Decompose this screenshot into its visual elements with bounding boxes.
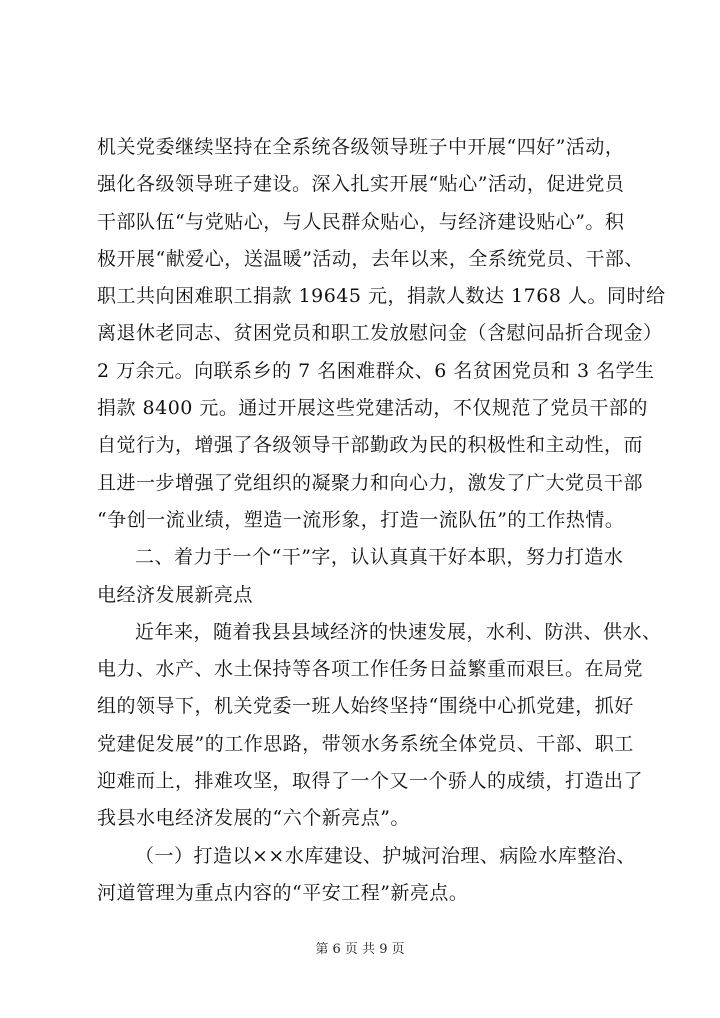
- section-heading-line: 电经济发展新亮点: [97, 583, 254, 606]
- body-text: [97, 129, 666, 912]
- text-line: 迎难而上，排难攻坚，取得了一个又一个骄人的成绩，打造出了: [97, 770, 644, 793]
- text-line: 2 万余元。向联系乡的 7 名困难群众、6 名贫困党员和 3 名学生: [97, 359, 655, 382]
- text-line: 干部队伍“与党贴心，与人民群众贴心，与经济建设贴心”。积: [97, 210, 625, 233]
- subsection-line: （一）打造以××水库建设、护城河治理、病险水库整治、: [135, 844, 636, 867]
- section-heading-line: 二、着力于一个“干”字，认认真真干好本职，努力打造水: [135, 546, 624, 569]
- text-line: 强化各级领导班子建设。深入扎实开展“贴心”活动，促进党员: [97, 173, 625, 196]
- text-line: 职工共向困难职工捐款 19645 元，捐款人数达 1768 人。同时给: [97, 285, 666, 308]
- text-line: 党建促发展”的工作思路，带领水务系统全体党员、干部、职工: [97, 732, 634, 755]
- text-line: 自觉行为，增强了各级领导干部勤政为民的积极性和主动性，而: [97, 434, 644, 457]
- text-line: 机关党委继续坚持在全系统各级领导班子中开展“四好”活动，: [97, 136, 625, 158]
- subsection-line: 河道管理为重点内容的“平安工程”新亮点。: [97, 881, 469, 904]
- text-line: 捐款 8400 元。通过开展这些党建活动，不仅规范了党员干部的: [97, 397, 648, 420]
- text-line: 且进一步增强了党组织的凝聚力和向心力，激发了广大党员干部: [97, 471, 644, 494]
- text-line: 近年来，随着我县县域经济的快速发展，水利、防洪、供水、: [135, 620, 662, 643]
- text-line: 电力、水产、水土保持等各项工作任务日益繁重而艰巨。在局党: [97, 658, 644, 681]
- text-line: 离退休老同志、贫困党员和职工发放慰问金（含慰问品折合现金）: [97, 322, 663, 345]
- text-line: 组的领导下，机关党委一班人始终坚持“围绕中心抓党建，抓好: [97, 695, 634, 718]
- text-line: “争创一流业绩，塑造一流形象，打造一流队伍”的工作热情。: [97, 508, 625, 531]
- text-line: 极开展“献爱心，送温暖”活动，去年以来，全系统党员、干部、: [97, 247, 644, 270]
- page-number-footer: 第 6 页 共 9 页: [315, 942, 405, 957]
- text-line: 我县水电经济发展的“六个新亮点”。: [97, 807, 410, 830]
